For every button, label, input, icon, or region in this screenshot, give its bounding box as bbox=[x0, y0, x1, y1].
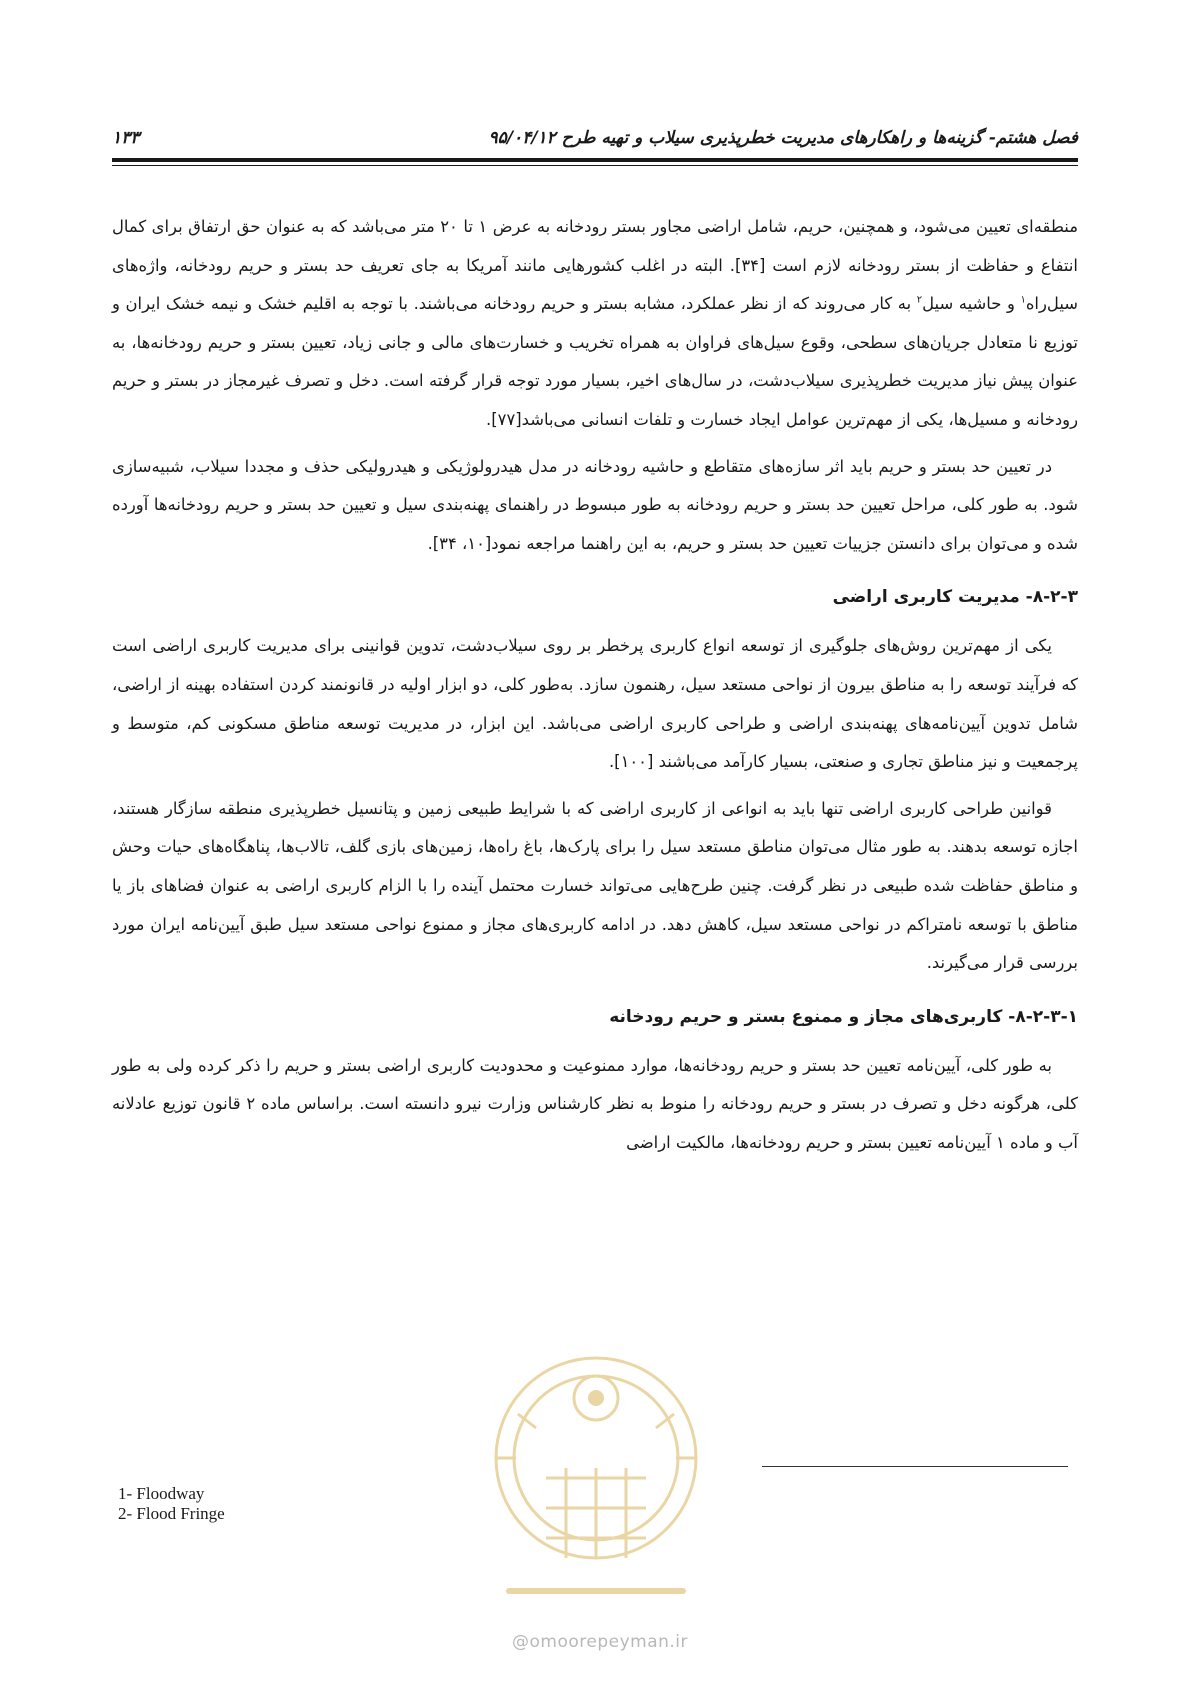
footnote-item: 2- Flood Fringe bbox=[118, 1504, 225, 1523]
paragraph-text: به کار می‌روند که از نظر عملکرد، مشابه بستر و حریم رودخانه می‌باشند. با توجه به اقلیم خشک و نیمه خشک ایران و توزیع نا متعادل جریان‌های سطحی، وقوع سیل‌های فراوان به همراه تخریب و خسارت‌های مالی و جانی زیاد، تعیین بستر و حریم رودخانه‌ها، به عنوان پیش نیاز مدیریت خطرپذیری سیلاب‌دشت، در سال‌های اخیر، بسیار مورد توجه قرار گرفته است. دخل و تصرف غیرمجاز در بستر و حریم رودخانه و مسیل‌ها، یکی از مهم‌ترین عوامل ایجاد خسارت و تلفات انسانی می‌باشد[۷۷]. bbox=[112, 294, 1078, 429]
page-header bbox=[112, 122, 1078, 162]
paragraph: قوانین طراحی کاربری اراضی تنها باید به انواعی از کاربری اراضی که با شرایط طبیعی زمین و پتانسیل خطرپذیری منطقه سازگار هستند، اجازه توسعه بدهند. به طور مثال می‌توان مناطق مستعد سیل را برای پارک‌ها، باغ راه‌ها، زمین‌های بازی گلف، تالاب‌ها، پناهگاه‌های حیات وحش و مناطق حفاظت شده طبیعی در نظر گرفت. چنین طرح‌هایی می‌تواند خسارت محتمل آینده را با الزام کاربری اراضی به عنوان فضاهای باز یا مناطق با توسعه نامتراکم در نواحی مستعد سیل، کاهش دهد. در ادامه کاربری‌های مجاز و ممنوع نواحی مستعد سیل طبق آیین‌نامه ایران مورد بررسی قرار می‌گیرند. bbox=[112, 798, 1078, 973]
watermark-logo-icon bbox=[476, 1328, 716, 1640]
paragraph: یکی از مهم‌ترین روش‌های جلوگیری از توسعه انواع کاربری پرخطر بر روی سیلاب‌دشت، تدوین قوانینی برای مدیریت کاربری اراضی است که فرآیند توسعه را به مناطق بیرون از نواحی مستعد سیل، رهنمون سازد. به‌طور کلی، دو ابزار اولیه در قانونمند کردن استفاده بهینه از اراضی، شامل تدوین آیین‌نامه‌های پهنه‌بندی اراضی و طراحی کاربری اراضی می‌باشد. این ابزار، در مدیریت توسعه مناطق مسکونی کم، متوسط و پرجمعیت و نیز مناطق تجاری و صنعتی، بسیار کارآمد می‌باشند [۱۰۰]. bbox=[112, 636, 1078, 772]
paragraph-text: منطقه‌ای تعیین می‌شود، و همچنین، حریم، شامل اراضی مجاور بستر رودخانه به عرض ۱ تا ۲۰ متر می‌باشد که به عنوان حق ارتفاق برای کمال انتفاع و حفاظت از بستر رودخانه لازم است [۳۴]. البته در اغلب کشورهایی مانند آمریکا به جای تعریف حد بستر و حریم رودخانه، واژه‌های سیل‌راه bbox=[112, 217, 1078, 314]
chapter-title: فصل هشتم- گزینه‌ها و راهکارهای مدیریت خطرپذیری سیلاب و تهیه طرح ۹۵/۰۴/۱۲ bbox=[488, 128, 1078, 148]
paragraph: به طور کلی، آیین‌نامه تعیین حد بستر و حریم رودخانه‌ها، موارد ممنوعیت و محدودیت کاربری اراضی بستر و حریم را ذکر کرده ولی به طور کلی، هرگونه دخل و تصرف در بستر و حریم رودخانه را منوط به نظر کارشناس وزارت نیرو دانسته است. براساس ماده ۲ قانون توزیع عادلانه آب و ماده ۱ آیین‌نامه تعیین بستر و حریم رودخانه‌ها، مالکیت اراضی bbox=[112, 1055, 1078, 1152]
footnote-item: 1- Floodway bbox=[118, 1484, 205, 1503]
paragraph-text: و حاشیه سیل bbox=[922, 294, 1021, 314]
footnote-ref: ۱ bbox=[1020, 294, 1026, 306]
watermark-text: @omoorepeyman.ir bbox=[511, 1632, 689, 1652]
paragraph: در تعیین حد بستر و حریم باید اثر سازه‌های متقاطع و حاشیه رودخانه در مدل هیدرولوژیکی و هیدرولیکی حذف و مجددا سیلاب، شبیه‌سازی شود. به طور کلی، مراحل تعیین حد بستر و حریم رودخانه به طور مبسوط در راهنمای پهنه‌بندی سیل و تعیین حد بستر و حریم رودخانه‌ها آورده شده و می‌توان برای دانستن جزییات تعیین حد بستر و حریم، به این راهنما مراجعه نمود[۱۰، ۳۴]. bbox=[112, 456, 1078, 553]
header-rule-thick bbox=[112, 158, 1078, 162]
subsection-heading: ۸-۲-۳-۱- کاربری‌های مجاز و ممنوع بستر و حریم رودخانه bbox=[609, 1006, 1078, 1027]
footnote-rule bbox=[762, 1466, 1068, 1467]
section-heading: ۸-۲-۳- مدیریت کاربری اراضی bbox=[832, 587, 1078, 608]
document-body bbox=[112, 208, 1078, 1170]
footnote-ref: ۲ bbox=[916, 294, 923, 306]
page-number: ۱۳۳ bbox=[112, 128, 140, 148]
header-rule-thin bbox=[112, 165, 1078, 166]
footnotes bbox=[118, 1484, 225, 1524]
paragraph bbox=[112, 208, 1078, 440]
